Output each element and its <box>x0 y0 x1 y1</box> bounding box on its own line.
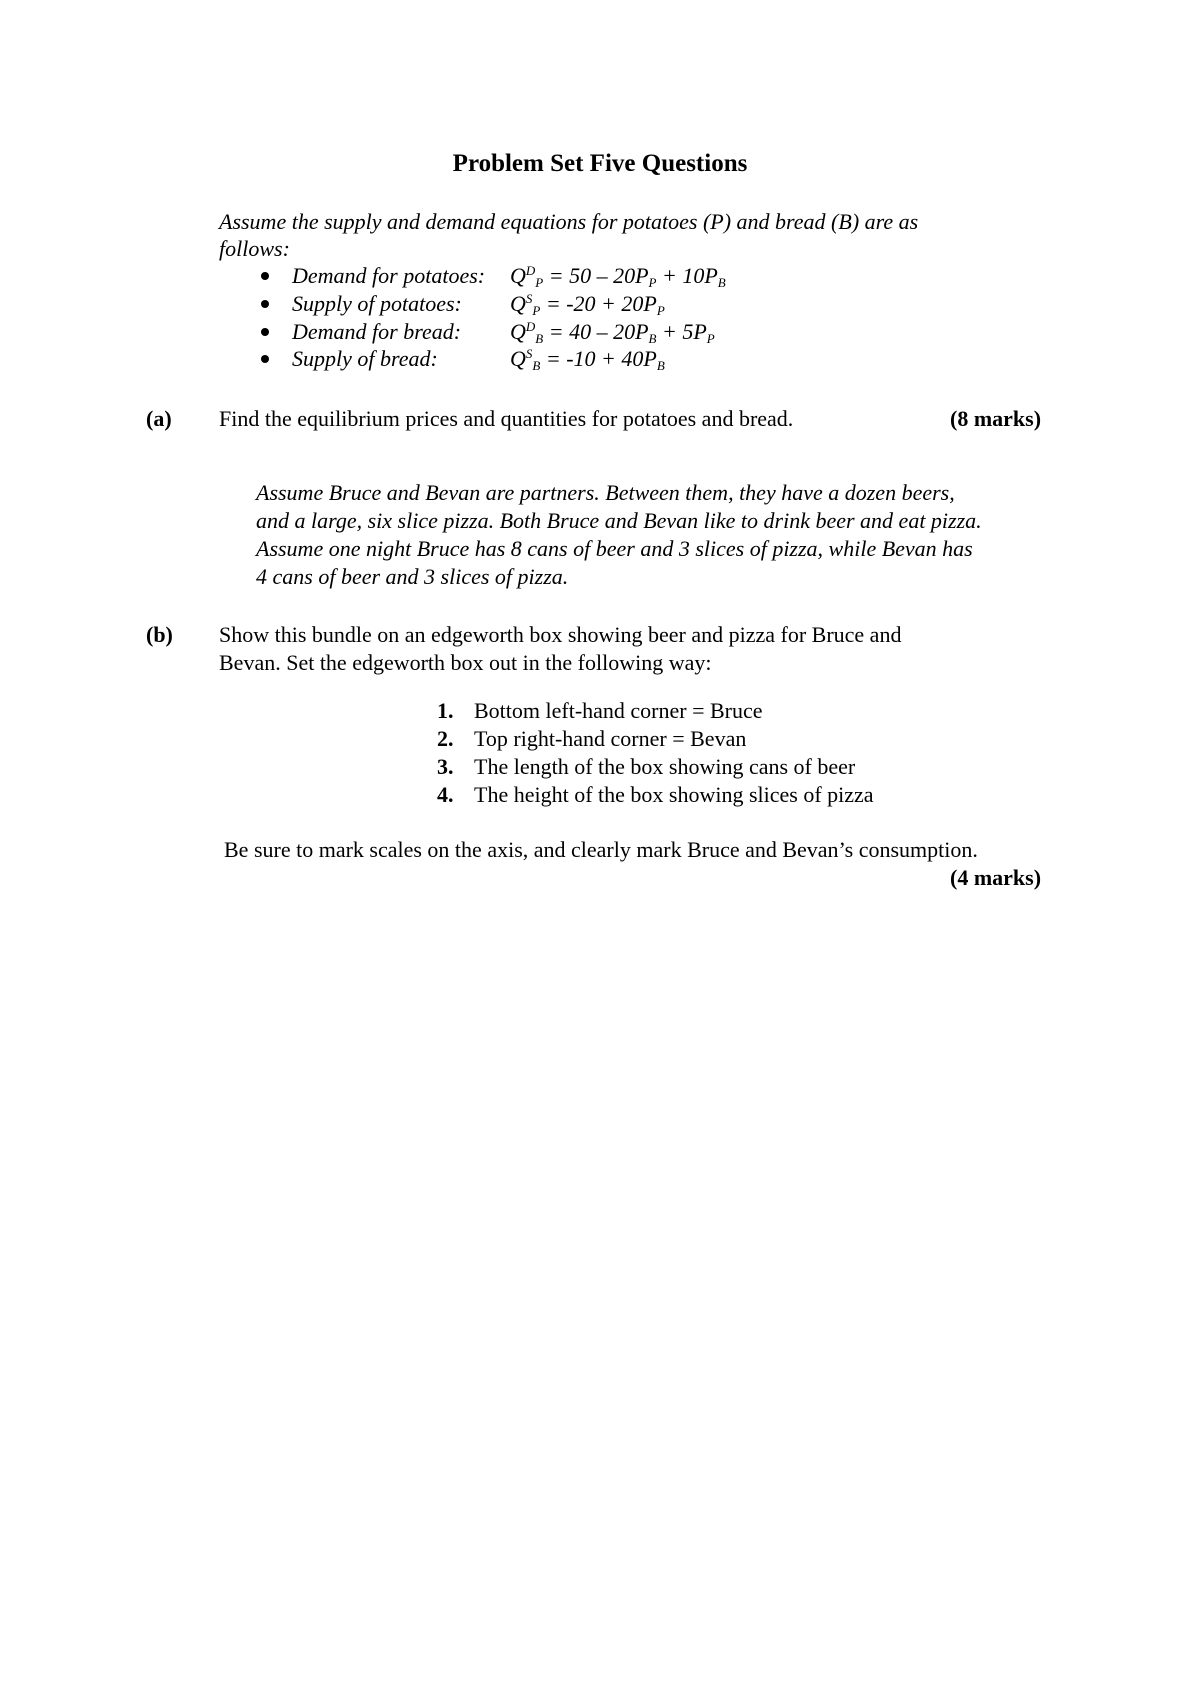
bullet-icon <box>261 328 269 336</box>
page-title: Problem Set Five Questions <box>452 150 748 177</box>
scenario-line-2: and a large, six slice pizza. Both Bruce and Bevan like to drink beer and eat pizza. <box>256 508 982 533</box>
equation-formula: $Q^S_B = -10 + 40P_B$ <box>510 346 665 373</box>
bullet-icon <box>261 272 269 280</box>
equation-formula: $Q^D_B = 40 - 20P_B + 5P_P$ <box>510 319 715 346</box>
part-b-marks: (4 marks) <box>950 865 1042 890</box>
equation-formula: $Q^D_P = 50 - 20P_P + 10P_B$ <box>510 263 726 290</box>
equation-formula: $Q^S_P = -20 + 20P_P$ <box>510 291 665 318</box>
list-item: The height of the box showing slices of pizza <box>474 782 874 807</box>
part-a-question: Find the equilibrium prices and quantities for potatoes and bread. <box>219 406 794 431</box>
scenario-line-3: Assume one night Bruce has 8 cans of beer and 3 slices of pizza, while Bevan has <box>256 536 973 561</box>
list-number: 4. <box>437 782 454 807</box>
list-number: 1. <box>437 698 454 723</box>
part-a-marks: (8 marks) <box>950 406 1042 431</box>
equation-label: Supply of potatoes: <box>292 291 462 316</box>
list-number: 2. <box>437 726 454 751</box>
list-item: Top right-hand corner = Bevan <box>474 726 747 751</box>
list-item: The length of the box showing cans of beer <box>474 754 856 779</box>
bullet-icon <box>261 300 269 308</box>
scenario-line-4: 4 cans of beer and 3 slices of pizza. <box>256 564 569 589</box>
scenario-line-1: Assume Bruce and Bevan are partners. Between them, they have a dozen beers, <box>256 480 955 505</box>
part-b-line-2: Bevan. Set the edgeworth box out in the following way: <box>219 650 712 675</box>
list-item: Bottom left-hand corner = Bruce <box>474 698 763 723</box>
part-b-instruction: Be sure to mark scales on the axis, and clearly mark Bruce and Bevan’s consumption. <box>224 837 978 862</box>
equation-label: Demand for bread: <box>292 319 462 344</box>
equation-label: Demand for potatoes: <box>292 263 486 288</box>
intro-line-1: Assume the supply and demand equations for potatoes (P) and bread (B) are as <box>219 209 919 234</box>
equation-label: Supply of bread: <box>292 346 438 371</box>
part-b-label: (b) <box>146 622 173 647</box>
part-b-line-1: Show this bundle on an edgeworth box showing beer and pizza for Bruce and <box>219 622 902 647</box>
part-a-label: (a) <box>146 406 172 431</box>
intro-line-2: follows: <box>219 236 290 261</box>
bullet-icon <box>261 355 269 363</box>
list-number: 3. <box>437 754 454 779</box>
